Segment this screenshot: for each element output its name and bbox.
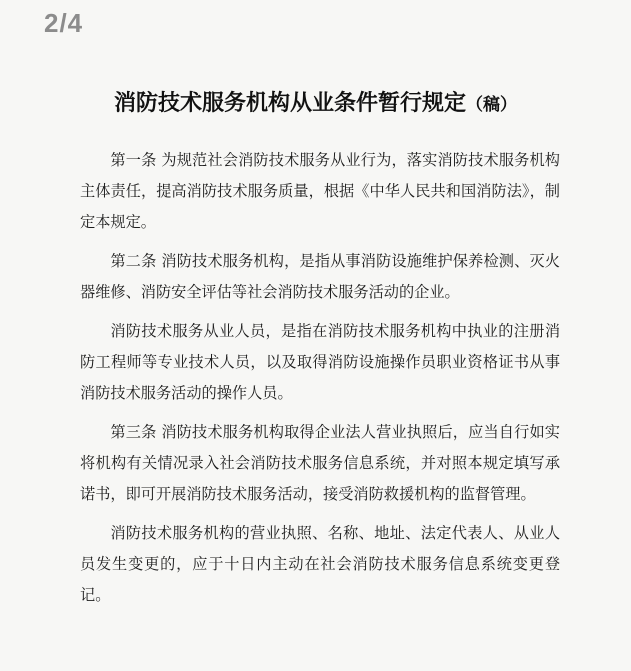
paragraph-article-1: 第一条 为规范社会消防技术服务从业行为，落实消防技术服务机构主体责任，提高消防技术服务质量，根据《中华人民共和国消防法》，制定本规定。 <box>80 151 560 231</box>
paragraph-practitioners: 消防技术服务从业人员，是指在消防技术服务机构中执业的注册消防工程师等专业技术人员，以及取得消防设施操作员职业资格证书从事消防技术服务活动的操作人员。 <box>80 322 560 402</box>
paragraph-article-2: 第二条 消防技术服务机构，是指从事消防设施维护保养检测、灭火器维修、消防安全评估等社会消防技术服务活动的企业。 <box>80 252 560 301</box>
page-number: 2/4 <box>44 8 84 38</box>
document-title <box>0 86 631 117</box>
title-suffix: （稿） <box>466 95 517 115</box>
paragraph-change-registration: 消防技术服务机构的营业执照、名称、地址、法定代表人、从业人员发生变更的，应于十日内主动在社会消防技术服务信息系统变更登记。 <box>80 524 560 604</box>
document-body <box>80 145 560 619</box>
paragraph-article-3: 第三条 消防技术服务机构取得企业法人营业执照后，应当自行如实将机构有关情况录入社会消防技术服务信息系统，并对照本规定填写承诺书，即可开展消防技术服务活动，接受消防救援机构的监督管理。 <box>80 423 560 503</box>
title-main: 消防技术服务机构从业条件暂行规定 <box>113 91 466 116</box>
